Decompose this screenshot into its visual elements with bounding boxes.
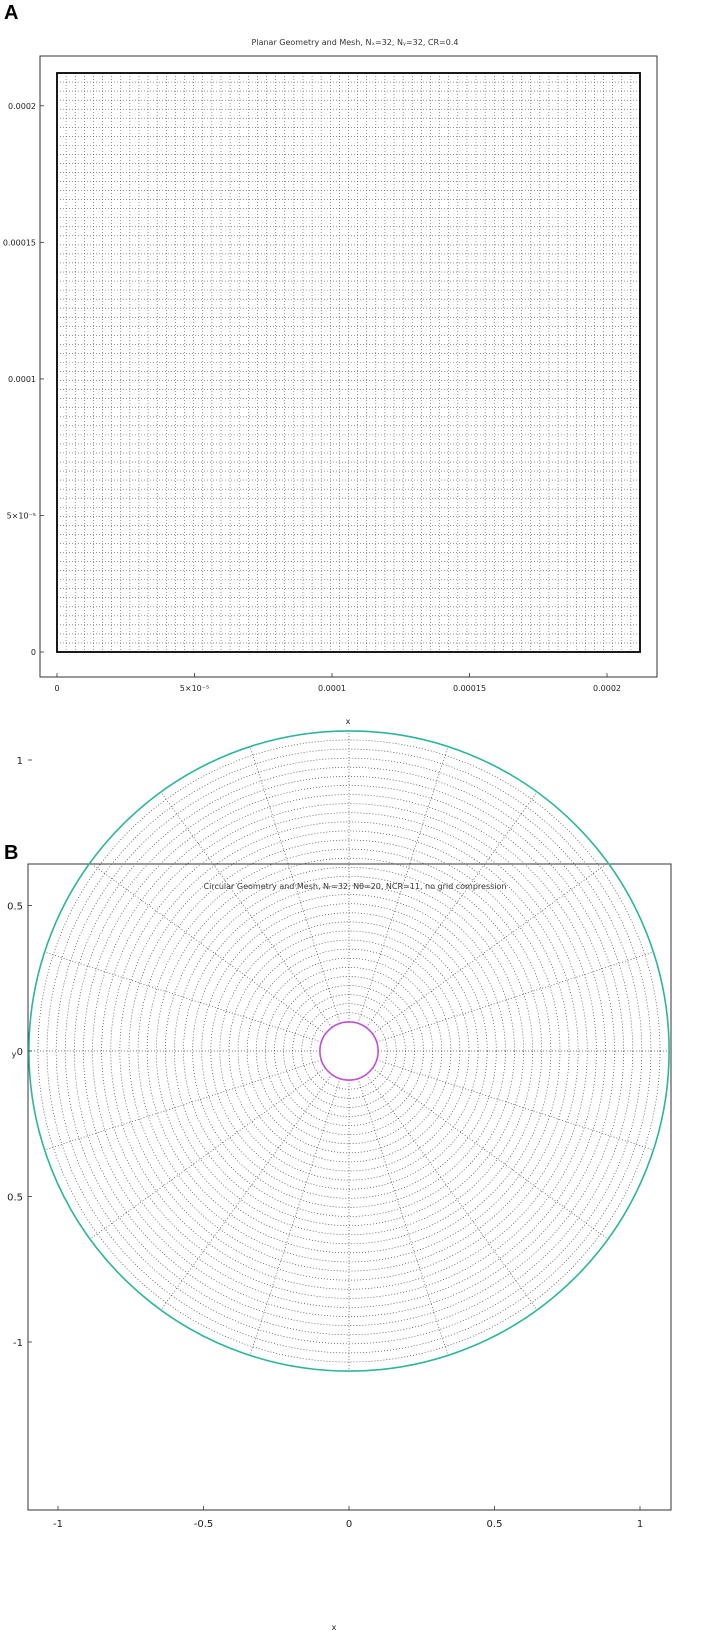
circular-mesh-chart — [0, 756, 710, 1637]
plot-frame — [28, 864, 671, 1510]
mesh-lines — [57, 73, 640, 652]
y-tick-label: 1 — [16, 756, 23, 767]
y-axis-label: y — [11, 1050, 17, 1059]
y-tick-label: 0 — [30, 648, 36, 657]
inner-boundary — [320, 1022, 378, 1080]
x-tick-label: 0.00015 — [452, 684, 487, 693]
x-tick-label: -1 — [53, 1519, 63, 1530]
mesh-spoke — [161, 792, 332, 1027]
y-tick-label: 5×10⁻⁵ — [6, 511, 36, 521]
y-tick-label: 0.0002 — [8, 101, 36, 111]
planar-mesh-chart — [0, 0, 710, 740]
x-tick-label: 0.5 — [486, 1519, 503, 1530]
y-tick-label: 0.0001 — [8, 374, 36, 384]
mesh-spoke — [250, 1079, 340, 1356]
y-tick-label: 0.00015 — [2, 238, 36, 248]
x-tick-label: 0 — [345, 1519, 353, 1530]
x-tick-label: 0 — [54, 684, 60, 693]
x-tick-label: 0.0001 — [318, 684, 346, 693]
x-axis-label: x — [345, 717, 351, 726]
panel-a-letter: A — [4, 2, 19, 24]
mesh-spoke — [250, 747, 340, 1024]
mesh-spoke — [45, 1060, 322, 1150]
mesh-spoke — [366, 1075, 537, 1310]
x-tick-label: 5×10⁻⁵ — [179, 684, 210, 693]
chart-a-title: Planar Geometry and Mesh, Nₓ=32, Nᵧ=32, CR=0.4 — [251, 38, 459, 47]
mesh-spoke — [373, 1068, 608, 1239]
mesh-spoke — [161, 1075, 332, 1310]
y-tick-label: -1 — [13, 1338, 23, 1349]
y-tick-label: 0 — [16, 1047, 23, 1058]
chart-b-title: Circular Geometry and Mesh, Nᵣ=32, Nθ=20, NCR=11, no grid compression — [203, 882, 507, 891]
x-tick-label: -0.5 — [193, 1519, 214, 1530]
mesh-spoke — [358, 747, 448, 1024]
panel-b-letter: B — [4, 842, 19, 864]
mesh-spoke — [366, 792, 537, 1027]
x-tick-label: 1 — [636, 1519, 644, 1530]
x-tick-label: 0.0002 — [593, 684, 621, 693]
mesh-spoke — [373, 863, 608, 1034]
x-axis-label: x — [331, 1623, 337, 1632]
y-tick-label: 0.5 — [7, 1192, 23, 1204]
y-tick-label: 0.5 — [7, 901, 23, 913]
